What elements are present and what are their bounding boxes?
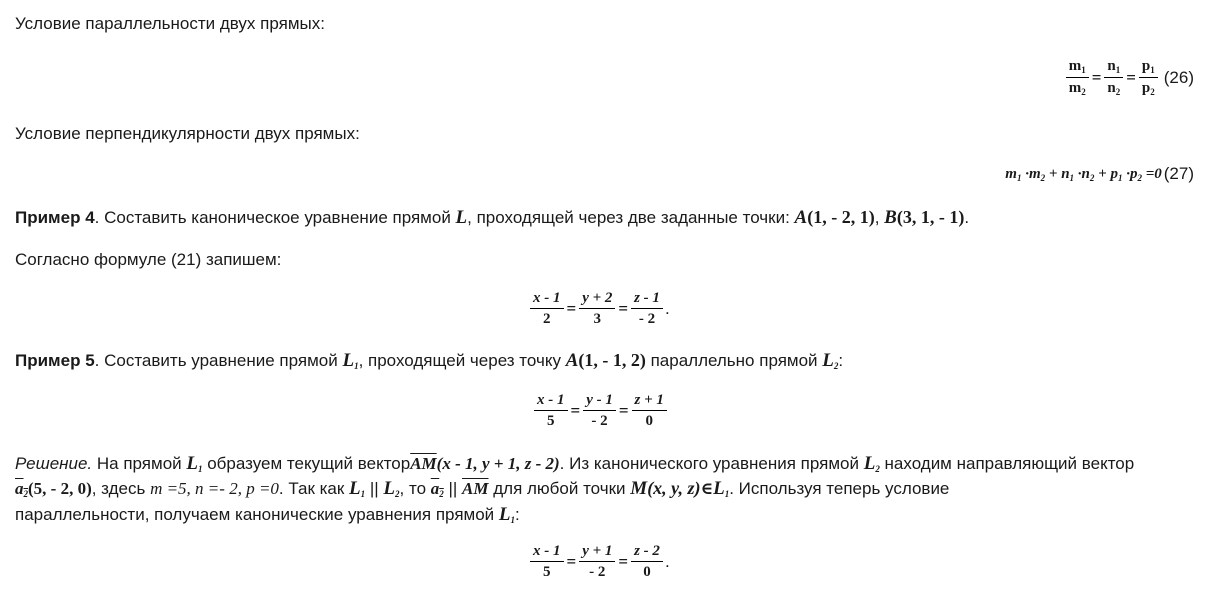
solution-line-2: $a_2(5$, - 2, 0), здесь m =5, n =- 2, p =0. Так как $L_1$ || $L_2$, то $a_2$ || $\overline{AM}$ для любой точки M(x, y, $z)\in L_1$. Используя теперь условие bbox=[15, 478, 950, 499]
fraction-m: $\frac{m_1}{m_2}$ bbox=[1066, 58, 1089, 98]
formula-27: $m_1 \cdot m_2 + n_1 \cdot n_2 + p_1 \cdot p_2 =0$ (27) bbox=[1005, 164, 1194, 183]
formula-26: $\frac{m_1}{m_2}$ = $\frac{n_1}{n_2}$ = $\frac{p_1}{p_2}$ (26) bbox=[1064, 58, 1194, 98]
formula-example-5: $\frac{x - 1}{5}$ = $\frac{y - 1}{- 2}$ = $\frac{z + 1}{0}$ bbox=[532, 392, 669, 429]
formula-solution: $\frac{x - 1}{5}$ = $\frac{y + 1}{- 2}$ = $\frac{z - 2}{0}$ . bbox=[528, 543, 670, 580]
paragraph-perpendicular-condition: Условие перпендикулярности двух прямых: bbox=[15, 124, 360, 143]
paragraph-formula-21: Согласно формуле (21) запишем: bbox=[15, 250, 282, 269]
solution-line-3: параллельности, получаем канонические уравнения прямой $L_1$: bbox=[15, 504, 520, 525]
paragraph-parallel-condition: Условие параллельности двух прямых: bbox=[15, 14, 325, 33]
solution-line-1: Решение. На прямой $L_1$ образуем текущий $вектор\overline{AM}(x - 1$, y + 1, z - 2). Из канонического уравнения прямой $L_2$ находим направляющий вектор bbox=[15, 453, 1135, 474]
equation-number: (27) bbox=[1163, 164, 1194, 183]
paragraph-example-4: Пример 4. Составить каноническое уравнение прямой L, проходящей через две заданные точки: A(1, - 2, 1), B(3, 1, - 1). bbox=[15, 207, 970, 228]
equation-number: (26) bbox=[1163, 67, 1194, 87]
paragraph-example-5: Пример 5. Составить уравнение прямой $L_1$, проходящей через точку A(1, - 1, 2) параллельно прямой $L_2$: bbox=[15, 350, 844, 371]
formula-example-4: $\frac{x - 1}{2}$ = $\frac{y + 2}{3}$ = $\frac{z - 1}{- 2}$ . bbox=[528, 290, 670, 327]
fraction-n: $\frac{n_1}{n_2}$ bbox=[1104, 58, 1123, 98]
fraction-p: $\frac{p_1}{p_2}$ bbox=[1139, 58, 1158, 98]
